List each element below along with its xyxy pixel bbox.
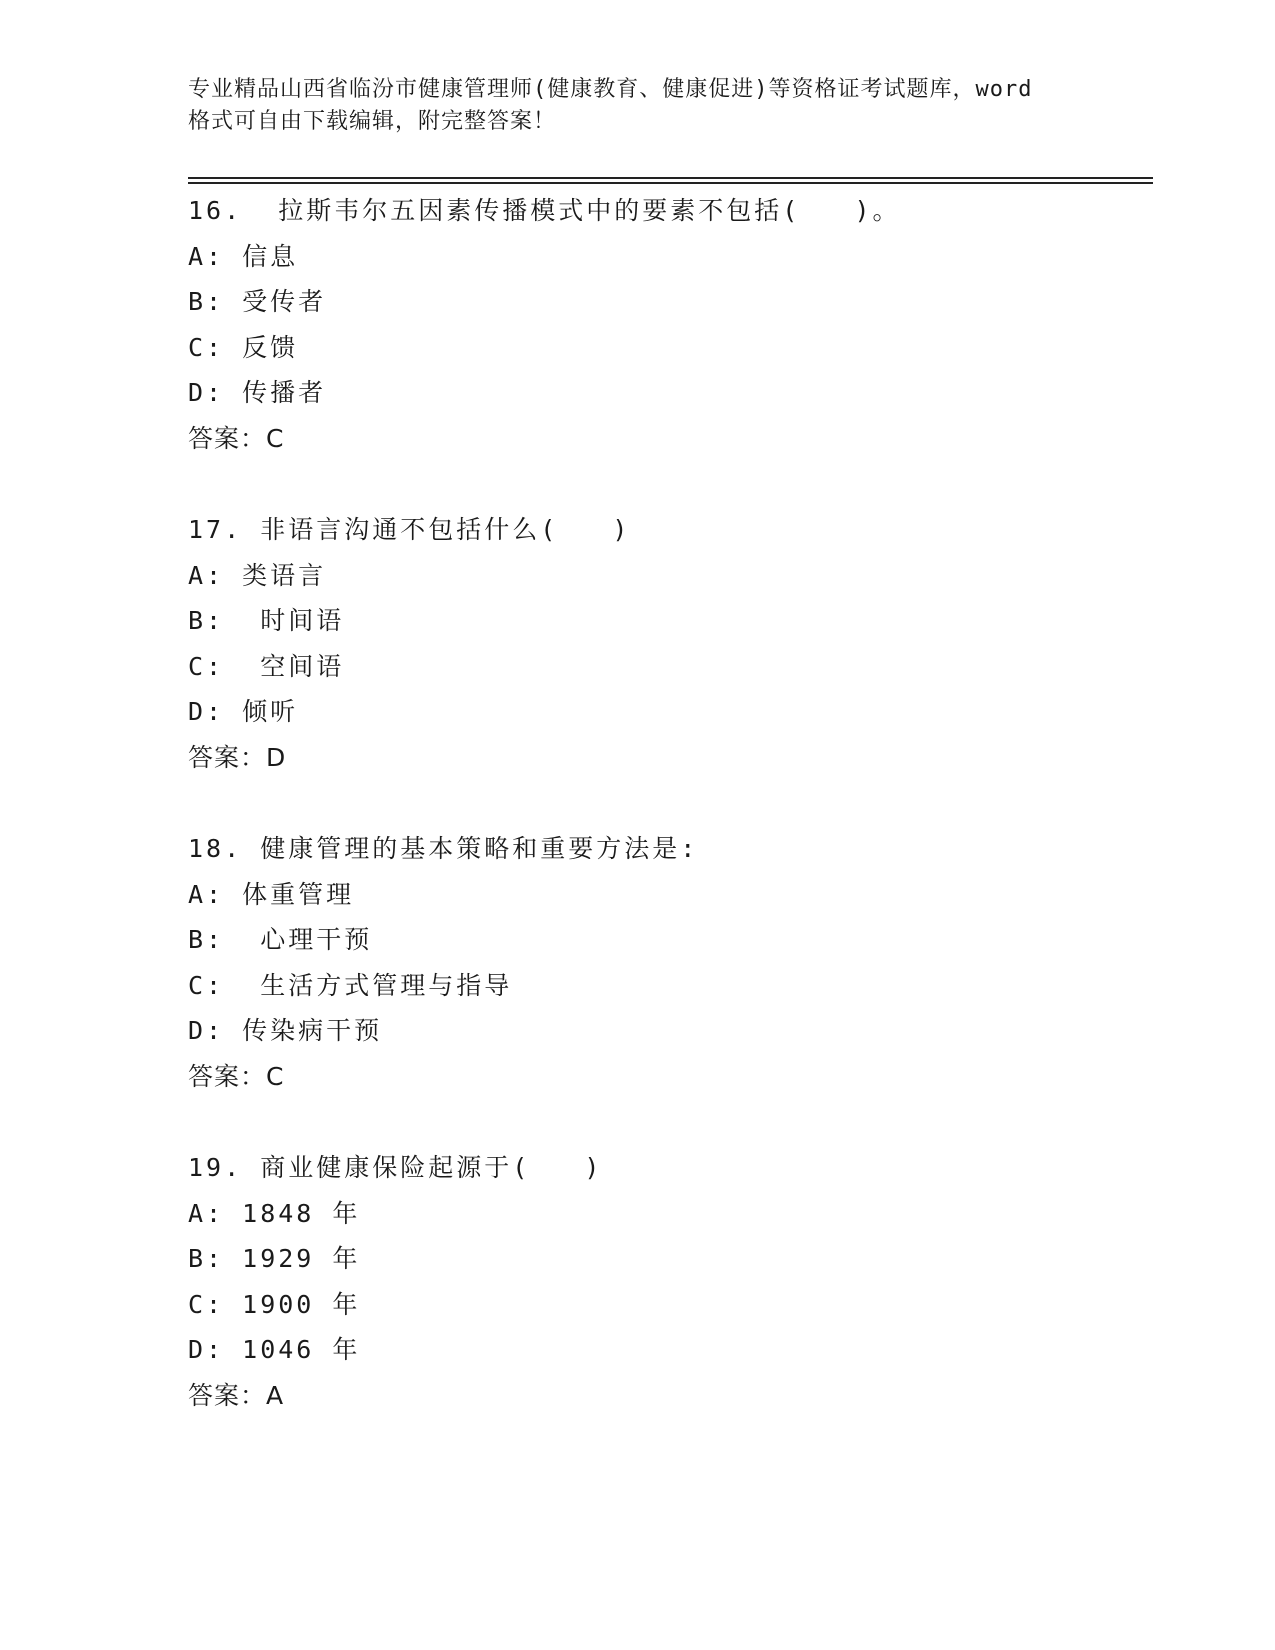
option-a: A: 1848 年	[188, 1198, 361, 1228]
header-line-1: 专业精品山西省临汾市健康管理师(健康教育、健康促进)等资格证考试题库，word	[188, 77, 1033, 102]
option-c: C: 1900 年	[188, 1289, 361, 1319]
answer-line: 答案：A	[188, 1380, 285, 1410]
answer-line: 答案：C	[188, 1061, 285, 1091]
question-block	[188, 188, 1153, 461]
header-divider-top	[188, 177, 1153, 179]
question-block	[188, 1145, 1153, 1418]
option-c: C: 反馈	[188, 332, 299, 362]
option-d: D: 倾听	[188, 697, 299, 726]
option-a: A: 信息	[188, 241, 299, 271]
answer-line: 答案：D	[188, 742, 287, 772]
option-b: B: 时间语	[188, 606, 345, 635]
header-divider-bottom	[188, 182, 1153, 184]
document-header	[188, 74, 1088, 138]
option-d: D: 传播者	[188, 378, 327, 407]
option-a: A: 类语言	[188, 560, 327, 590]
option-c: C: 生活方式管理与指导	[188, 970, 513, 1000]
question-stem: 17. 非语言沟通不包括什么( )	[188, 515, 631, 544]
question-stem: 19. 商业健康保险起源于( )	[188, 1153, 603, 1182]
option-b: B: 受传者	[188, 287, 327, 316]
question-stem: 16. 拉斯韦尔五因素传播模式中的要素不包括( )。	[188, 196, 901, 225]
question-stem: 18. 健康管理的基本策略和重要方法是:	[188, 834, 699, 863]
option-b: B: 心理干预	[188, 925, 373, 954]
option-d: D: 传染病干预	[188, 1016, 383, 1045]
option-d: D: 1046 年	[188, 1335, 361, 1364]
option-c: C: 空间语	[188, 651, 345, 681]
header-line-2: 格式可自由下载编辑，附完整答案！	[188, 109, 557, 134]
question-block	[188, 507, 1153, 780]
answer-line: 答案：C	[188, 423, 285, 453]
option-b: B: 1929 年	[188, 1244, 361, 1273]
question-block	[188, 826, 1153, 1099]
option-a: A: 体重管理	[188, 879, 355, 909]
